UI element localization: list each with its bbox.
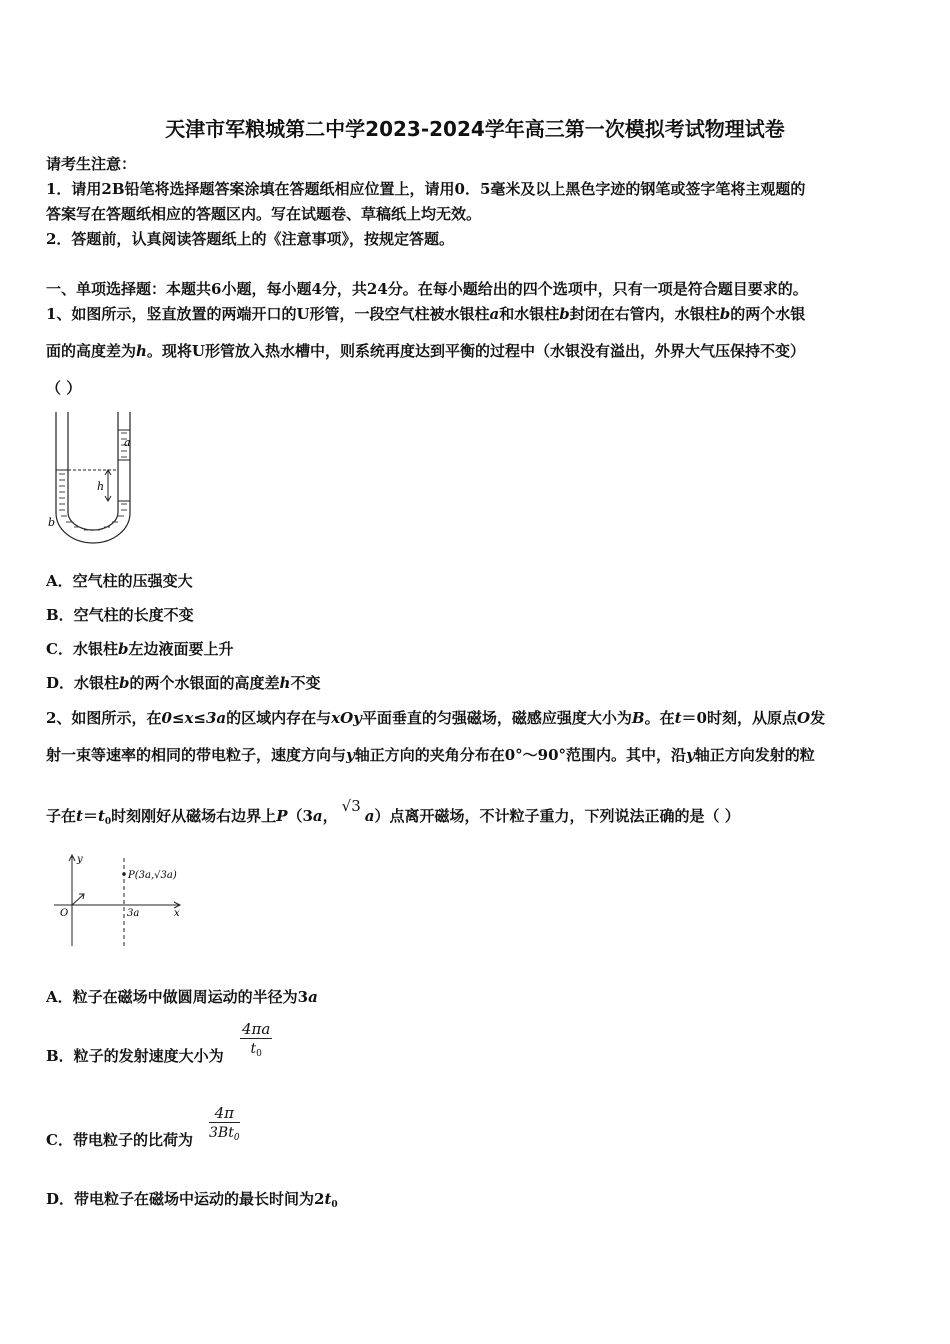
axis-label-y: y (77, 854, 83, 865)
section-heading: 一、单项选择题：本题共6小题，每小题4分，共24分。在每小题给出的四个选项中，只有一项是符合题目要求的。 (46, 280, 808, 298)
notice-line-2: 答案写在答题纸相应的答题区内。写在试题卷、草稿纸上均无效。 (46, 205, 482, 223)
label-b: b (48, 516, 56, 529)
axis-label-x: x (174, 908, 180, 919)
point-p (122, 872, 126, 876)
q1-option-b[interactable]: B．空气柱的长度不变 (46, 606, 194, 624)
origin-label: O (60, 908, 69, 919)
q2-stem-line-3: 子在$t=t_0$时刻刚好从磁场右边界上P（3a，√3a）点离开磁场，不计粒子重力，下列说法正确的是（ ） (46, 797, 740, 827)
label-3a: 3a (127, 908, 140, 919)
fraction-c: $\frac{4\pi}{3Bt_0}$ (209, 1104, 240, 1143)
q1-answer-bracket: （ ） (46, 379, 82, 397)
notice-heading: 请考生注意： (46, 155, 137, 173)
notice-line-1: 1．请用2B铅笔将选择题答案涂填在答题纸相应位置上，请用0．5毫米及以上黑色字迹的钢笔或签字笔将主观题的 (46, 180, 806, 198)
label-h: h (97, 480, 105, 493)
q1-option-c[interactable]: C．水银柱b左边液面要上升 (46, 640, 234, 658)
q1-option-a[interactable]: A．空气柱的压强变大 (46, 572, 193, 590)
label-a: a (124, 436, 131, 449)
sqrt3: √3 (341, 797, 361, 815)
q2-option-d[interactable]: D．带电粒子在磁场中运动的最长时间为$2t_0$ (46, 1190, 338, 1210)
q1-stem-line-2: 面的高度差为h。现将U形管放入热水槽中，则系统再度达到平衡的过程中（水银没有溢出，外界大气压保持不变） (46, 342, 806, 360)
q2-stem-line-1: 2、如图所示，在0≤x≤3a的区域内存在与xOy平面垂直的匀强磁场，磁感应强度大小为B。在t＝0时刻，从原点O发 (46, 709, 826, 727)
q1-stem-line-1: 1、如图所示，竖直放置的两端开口的U形管，一段空气柱被水银柱a和水银柱b封闭在右管内，水银柱b的两个水银 (46, 305, 806, 323)
q2-option-b[interactable]: B．粒子的发射速度大小为 (46, 1047, 224, 1065)
q2-option-a[interactable]: A．粒子在磁场中做圆周运动的半径为3a (46, 988, 318, 1006)
label-p: P(3a,√3a) (128, 870, 177, 881)
notice-line-3: 2．答题前，认真阅读答题纸上的《注意事项》，按规定答题。 (46, 230, 454, 248)
q1-option-d[interactable]: D．水银柱b的两个水银面的高度差h不变 (46, 674, 321, 692)
fraction-b: $\frac{4\pi a}{t_0}$ (242, 1020, 271, 1059)
coordinate-figure (50, 850, 190, 950)
q2-stem-line-2: 射一束等速率的相同的带电粒子，速度方向与y轴正方向的夹角分布在0°～90°范围内。其中，沿y轴正方向发射的粒 (46, 746, 815, 764)
q2-option-c[interactable]: C．带电粒子的比荷为 (46, 1131, 193, 1149)
u-tube-figure (40, 408, 150, 548)
page-title: 天津市军粮城第二中学2023-2024学年高三第一次模拟考试物理试卷 (165, 117, 785, 141)
